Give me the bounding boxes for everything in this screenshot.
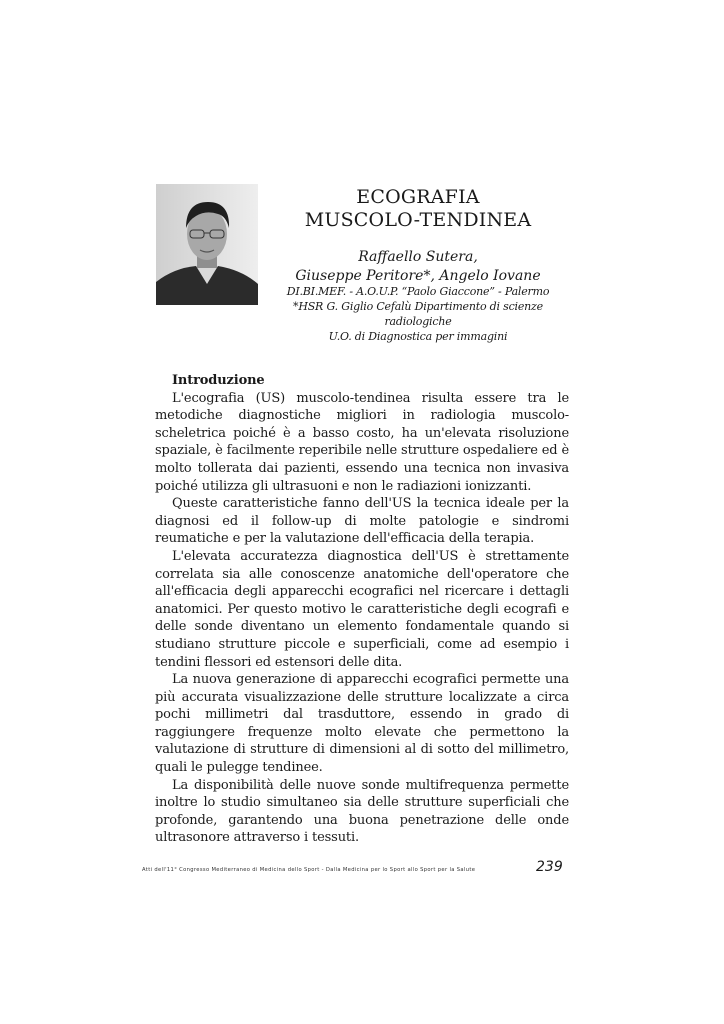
affiliation-line: U.O. di Diagnostica per immagini [328, 330, 508, 343]
title-line: ECOGRAFIA [356, 186, 480, 208]
paragraph: La disponibilità delle nuove sonde multifrequenza permette inoltre lo studio simultaneo sia delle strutture superficiali che profonde, garantendo una buona penetrazione delle onde ultrasonore attraverso i tessuti. [155, 777, 569, 846]
affiliations [262, 284, 574, 344]
author-line: Giuseppe Peritore*, Angelo Iovane [295, 268, 541, 284]
paragraph: Queste caratteristiche fanno dell'US la tecnica ideale per la diagnosi ed il follow-up di molte patologie e sindromi reumatiche e per la valutazione dell'efficacia della terapia. [155, 496, 569, 547]
title-line: MUSCOLO-TENDINEA [304, 209, 532, 231]
affiliation-line: *HSR G. Giglio Cefalù Dipartimento di scienze radiologiche [293, 300, 543, 328]
affiliation-line: DI.BI.MEF. - A.O.U.P. “Paolo Giaccone” - Palermo [286, 285, 550, 298]
running-footer: Atti dell'11° Congresso Mediterraneo di Medicina dello Sport - Dalla Medicina per lo Sport allo Sport per la Salute [142, 867, 476, 873]
paragraph: L'elevata accuratezza diagnostica dell'US è strettamente correlata sia alle conoscenze anatomiche dell'operatore che all'efficacia degli apparecchi ecografici nel ricercare i dettagli anatomici. Per questo motivo le caratteristiche degli ecografi e delle sonde diventano un elemento fondamentale quando si studiano strutture piccole e superficiali, come ad esempio i tendini flessori ed estensori delle dita. [155, 548, 569, 670]
section-heading: Introduzione [172, 373, 265, 388]
paragraph: La nuova generazione di apparecchi ecografici permette una più accurata visualizzazione delle strutture localizzate a circa pochi millimetri dal trasduttore, essendo in grado di raggiungere frequenze molto elevate che permettono la valutazione di strutture di dimensioni al di sotto del millimetro, quali le pulegge tendinee. [155, 672, 569, 776]
page-number: 239 [536, 859, 563, 875]
article-body [155, 372, 569, 847]
author-portrait-image [156, 184, 258, 305]
article-title [268, 186, 568, 232]
author-line: Raffaello Sutera, [358, 249, 478, 265]
author-list [262, 248, 574, 286]
paragraph: L'ecografia (US) muscolo-tendinea risulta essere tra le metodiche diagnostiche migliori in radiologia muscolo-scheletrica poiché è a basso costo, ha un'elevata risoluzione spaziale, è facilmente reperibile nelle strutture ospedaliere ed è molto tollerata dai pazienti, essendo una tecnica non invasiva poiché utilizza gli ultrasuoni e non le radiazioni ionizzanti. [155, 390, 569, 494]
author-photo [156, 184, 258, 305]
